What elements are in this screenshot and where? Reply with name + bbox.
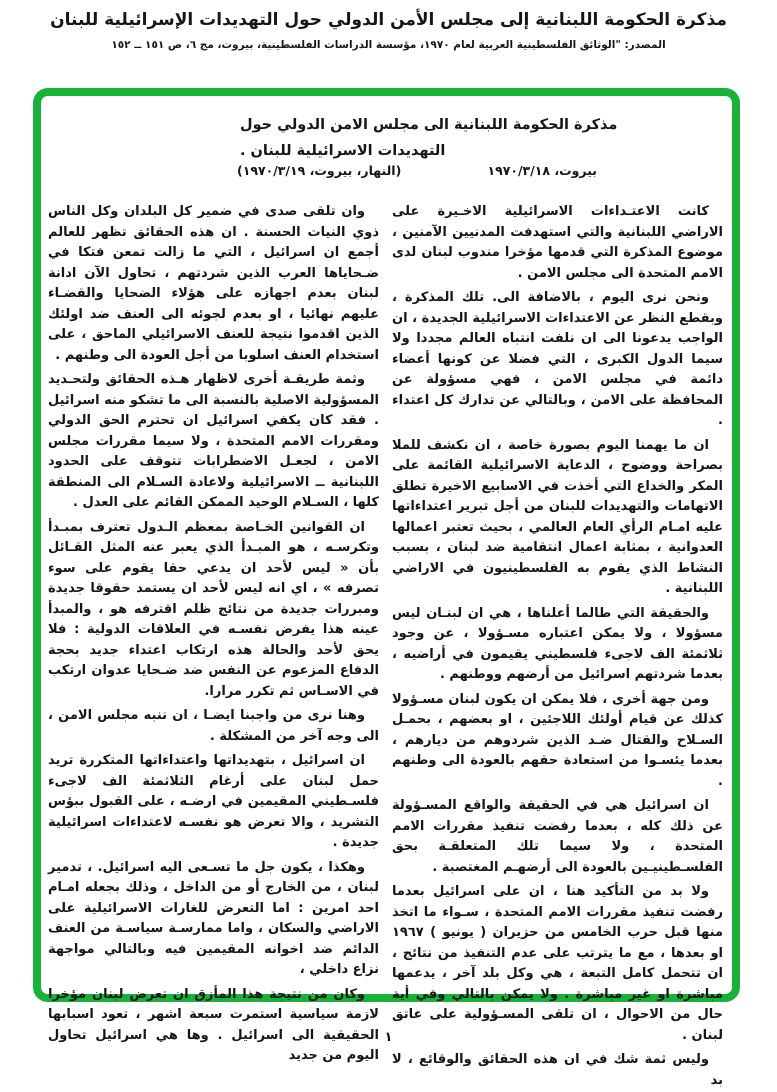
paragraph: ولا بد من التأكيد هنا ، ان على اسرائيل بعدما رفضت تنفيذ مقررات الامم المتحدة ، سـواء ما اتخذ منها قبل حرب الخامس من حزيران ( يونيو ) ١٩٦٧ او بعدها ، مع ما يترتب على عدم التنفيذ من نتائج ، ان تتحمل كامل التبعة ، هي وكل بلد آخر ، يدعمها مباشرة او غير مباشرة . ولا يمكن بالتالي وفي أية حال من الاحوال ، ان تلقى المسـؤولية على عاتق لبنان . — [392, 884, 723, 1043]
dateline — [237, 163, 597, 178]
paragraph: ومن جهة أخرى ، فلا يمكن ان يكون لبنان مسـؤولا كذلك عن قيام أولئك اللاجئين ، او بعضهم ، بحمـل السـلاح والقتال ضـد الذين شردوهم من ديارهم ، بعدما يئسـوا من استعادة حقهم بالعودة الى وطنهم . — [392, 691, 723, 789]
paragraph: وكان من نتيجة هذا المأزق ان تعرض لبنان مؤخرا لازمة سياسية استمرت سبعة اشهر ، تعود اسبابها الحقيقية الى اسرائيل . وها هي اسرائيل تحاول اليوم من جديد — [48, 986, 379, 1063]
dateline-date: بيروت، ١٩٧٠/٣/١٨ — [487, 163, 597, 178]
paragraph: وليس ثمة شك في ان هذه الحقائق والوقائع ، لا بد — [392, 1052, 723, 1088]
document-title-line2: التهديدات الاسرائيلية للبنان . — [240, 143, 446, 159]
paragraph: ان القوانين الخـاصة بمعظم الـدول تعترف بمبـدأ وتكرسـه ، هو المبـدأ الذي يعبر عنه المثل القـائل بأن « ليس لأحد ان يدعي حقا يقوم على سوء تصرفه » ، اي انه ليس لأحد ان يستمد حقوقا جديدة ومبررات جديدة من نتائج ظلم اقترفه هو ، والمبدأ عينه هذا يفرض نفسـه في العلاقات الدولية : فلا يحق لأحد والحالة هذه ارتكاب اعتداء جديد بحجة الدفاع المزعوم عن النفس ضد ضـحايا عدوان ارتكب في الاسـاس ثم تكرر مرارا. — [48, 519, 379, 699]
document-frame — [33, 88, 740, 1088]
paragraph: وهكذا ، يكون جل ما تسـعى اليه اسرائيل. ، تدمير لبنان ، من الخارج أو من الداخل ، وذلك بجعله امـام احد امرين : اما التعرض للغارات الاسرائيلية على الاراضي والسكان ، واما ممارسـة سياسـة من العنف الدائم ضد اخوانه المقيمين فيه وبالتالي مواجهة نزاع داخلي ، — [48, 859, 379, 977]
paragraph: والحقيقة التي طالما أعلناها ، هي ان لبنـان ليس مسؤولا ، ولا يمكن اعتباره مسـؤولا ، عن وجود ثلاثمئة الف لاجىء فلسطيني يقيمون في أراضيه ، بعدما شردتهم اسرائيل من أرضهم ووطنهم . — [392, 605, 723, 682]
document-title — [240, 112, 617, 164]
text-columns — [48, 202, 723, 1091]
paragraph: وثمة طريقـة أخرى لاظهار هـذه الحقائق ولتحـديد المسؤولية الاصلية بالنسبة الى ما تشكو منه اسرائيل . فقد كان يكفي اسرائيل ان تحترم الحق الدولي ومقررات الامم المتحدة ، ولا سيما مقررات مجلس الامن ، لجعـل الاضطرابات تتوقف على الحدود اللبنانية ــ الاسرائيلية ولاعادة السـلام الى المنطقة كلها ، السـلام الوحيد الممكن القائم على العدل . — [48, 372, 379, 510]
document-title-line1: مذكرة الحكومة اللبنانية الى مجلس الامن الدولي حول — [240, 117, 618, 133]
paragraph: ان اسرائيل هي في الحقيقة والواقع المسـؤولة عن ذلك كله ، بعدما رفضت تنفيذ مقررات الامم المتحدة ، ولا سيما تلك المتعلقـة بحق الفلسـطينيـين بالعودة الى أرضهـم المغتصبة . — [392, 798, 723, 875]
paragraph: ونحن نرى اليوم ، بالاضافة الى. تلك المذكرة ، وبقطع النظر عن الاعتداءات الاسرائيلية الجديدة ، ان الواجب يدعونا الى ان نلفت انتباه العالم مجددا ولا سيما الدول الكبرى ، التي فضلا عن كونها أعضاء دائمة في مجلس الامن ، فهي مسؤولة عن المحافظة على الامن ، وبالتالي عن تدارك كل اعتداء . — [392, 290, 723, 428]
source-citation: المصدر: "الوثائق الفلسطينية العربية لعام ١٩٧٠، مؤسسة الدراسات الفلسطينية، بيروت، مج ٦، ص ١٥١ ــ ١٥٢ — [111, 39, 666, 51]
column-right — [392, 202, 723, 1091]
dateline-source: (النهار، بيروت، ١٩٧٠/٣/١٩) — [237, 163, 402, 178]
page-header — [0, 10, 777, 51]
paragraph: ان ما يهمنا اليوم بصورة خاصة ، ان نكشف للملا بصراحة ووضوح ، الدعاية الاسرائيلية القائمة على المكر والخداع التي أخذت في الاسابيع الاخيرة تطلق الاتهامات والتهديدات للبنان من أجل تبرير اعتداءاتها عليه امـام الرأي العام العالمي ، بحيث تعتبر اعمالها العدوانية ، بمثابة اعمال انتقامية ضد لبنان ، بسبب النشاط الذي يقوم به الفلسطينيون في الاراضي اللبنانية . — [392, 437, 723, 596]
page-number: ١ — [384, 1030, 393, 1045]
memo-title: مذكرة الحكومة اللبنانية إلى مجلس الأمن الدولي حول التهديدات الإسرائيلية للبنان — [50, 10, 727, 30]
paragraph: وان تلقى صدى في ضمير كل البلدان وكل الناس ذوي النيات الحسنة . ان هذه الحقائق تظهر للعالم أجمع ان اسرائيل ، التي ما زالت تمعن فتكا في ضـحاياها العرب الذين شردتهم ، تحاول الآن ادانة لبنان بعدم اجهازه على هؤلاء الضحايا والقضـاء عليهم نهائيا ، او بعدم لجوئه الى العنف ضد اولئك الذين اقدموا نتيجة للعنف الاسرائيلي الماحق ، على استخدام العنف اسلوبا من أجل العودة الى وطنهم . — [48, 204, 379, 363]
paragraph: وهنا نرى من واجبنا ايضـا ، ان ننبه مجلس الامن ، الى وجه آخر من المشكلة . — [48, 708, 379, 744]
paragraph: كانت الاعتـداءات الاسرائيلية الاخـيرة على الاراضي اللبنانية والتي استهدفت المدنيين الآمنين ، موضوع المذكرة التي قدمها مؤخرا مندوب لبنان لدى الامم المتحدة الى مجلس الامن . — [392, 204, 723, 281]
column-left — [48, 202, 379, 1091]
paragraph: ان اسرائيل ، بتهديداتها واعتداءاتها المتكررة تريد حمل لبنان على أرغام الثلاثمئة الف لاجىء فلسـطيني المقيمين في ارضـه ، على القبول ببؤس التشريد ، والا تعرض هو نفسـه لاعتداءات اسرائيلية جديدة . — [48, 753, 379, 850]
